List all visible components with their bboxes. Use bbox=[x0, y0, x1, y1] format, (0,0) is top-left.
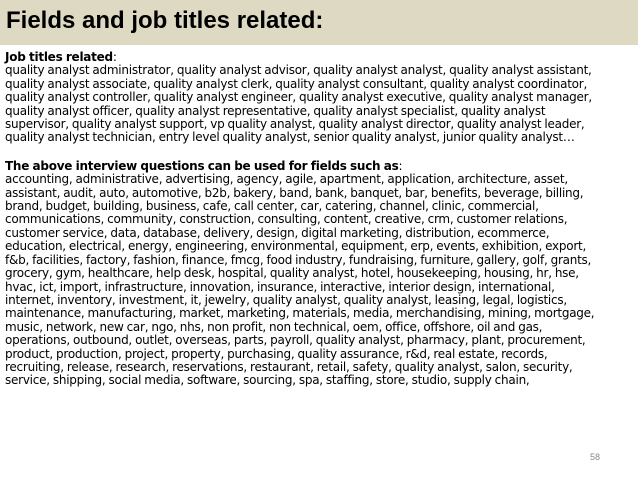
job-titles-list: quality analyst administrator, quality analyst advisor, quality analyst analyst, quality analyst assistant, quality analyst associate, quality analyst clerk, quality analyst consultant, quality analyst coordinator, quality analyst controller, quality analyst engineer, quality analyst executive, quality analyst manager, quality analyst officer, quality analyst representative, quality analyst specialist, quality analyst supervisor, quality analyst support, vp quality analyst, quality analyst director, quality analyst leader, quality analyst technician, entry level quality analyst, senior quality analyst, junior quality analyst… bbox=[5, 63, 592, 145]
fields-heading-text: The above interview questions can be used for fields such as bbox=[5, 158, 399, 173]
slide-content bbox=[5, 51, 633, 388]
job-titles-heading-colon: : bbox=[112, 50, 117, 64]
fields-heading-colon: : bbox=[398, 158, 403, 173]
section-spacer bbox=[5, 145, 633, 160]
job-titles-heading bbox=[5, 51, 633, 64]
slide-title: Fields and job titles related: bbox=[6, 7, 324, 34]
page-number: 58 bbox=[589, 452, 600, 462]
fields-heading bbox=[5, 160, 633, 173]
job-titles-heading-text: Job titles related bbox=[5, 50, 113, 64]
fields-list: accounting, administrative, advertising, agency, agile, apartment, application, architecture, asset, assistant, audit, auto, automotive, b2b, bakery, band, bank, banquet, bar, benefits, beverage, billing, brand, budget, building, business, cafe, call center, car, catering, channel, clinic, commercial, communications, community, construction, consulting, content, creative, crm, customer relations, customer service, data, database, delivery, design, digital marketing, distribution, ecommerce, education, electrical, energy, engineering, environmental, equipment, erp, events, exhibition, export, f&b, facilities, factory, fashion, finance, fmcg, food industry, fundraising, furniture, gallery, golf, grants, grocery, gym, healthcare, help desk, hospital, quality analyst, hotel, housekeeping, housing, hr, hse, hvac, ict, import, infrastructure, innovation, insurance, interactive, interior design, international, internet, inventory, investment, it, jewelry, quality analyst, quality analyst, leasing, legal, logistics, maintenance, manufacturing, market, marketing, materials, media, merchandising, mining, mortgage, music, network, new car, ngo, nhs, non profit, non technical, oem, office, offshore, oil and gas, operations, outbound, outlet, overseas, parts, payroll, quality analyst, pharmacy, plant, procurement, product, production, project, property, purchasing, quality assurance, r&d, real estate, records, recruiting, release, research, reservations, restaurant, retail, safety, quality analyst, salon, security, service, shipping, social media, software, sourcing, spa, staffing, store, studio, supply chain, bbox=[5, 172, 595, 388]
